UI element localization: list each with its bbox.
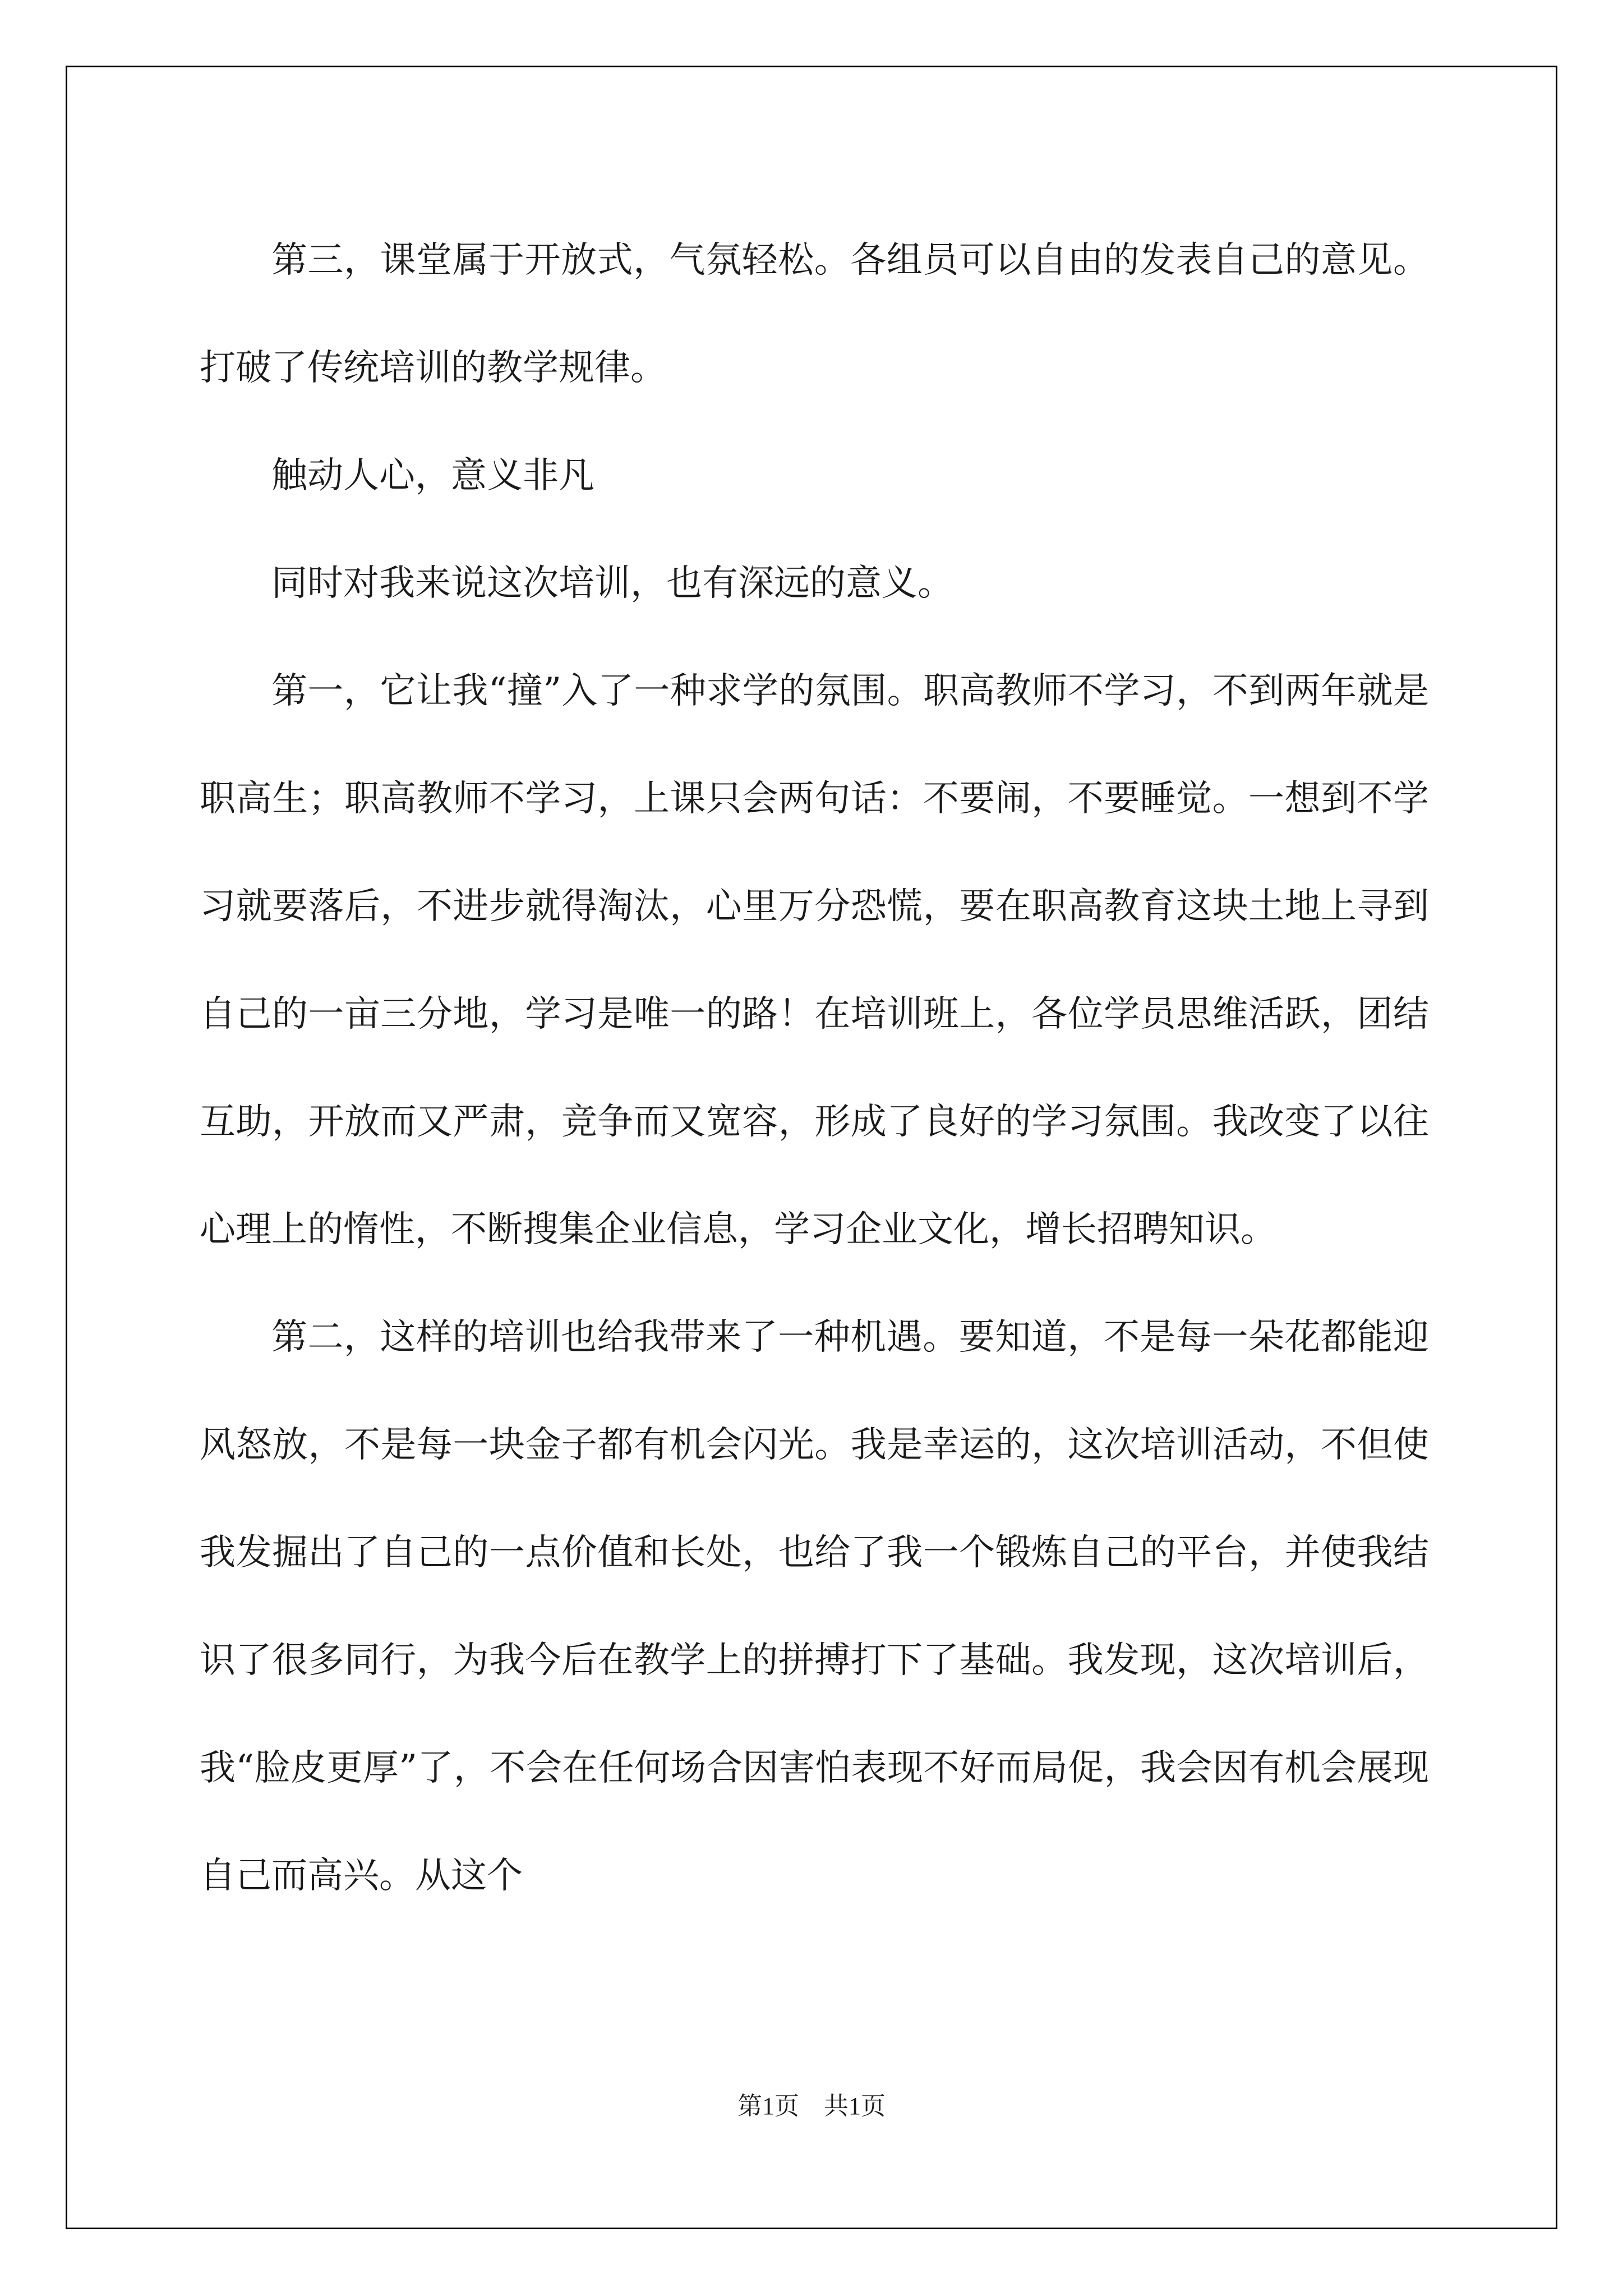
- document-body: [200, 206, 1429, 1930]
- page-number: 第1页: [737, 2092, 799, 2120]
- paragraph: 第一，它让我“撞”入了一种求学的氛围。职高教师不学习，不到两年就是职高生；职高教师不学习，上课只会两句话：不要闹，不要睡觉。一想到不学习就要落后，不进步就得淘汰，心里万分恐慌，要在职高教育这块土地上寻到自己的一亩三分地，学习是唯一的路！在培训班上，各位学员思维活跃，团结互助，开放而又严肃，竞争而又宽容，形成了良好的学习氛围。我改变了以往心理上的惰性，不断搜集企业信息，学习企业文化，增长招聘知识。: [200, 670, 1429, 1250]
- paragraph: 同时对我来说这次培训，也有深远的意义。: [271, 563, 953, 604]
- page-footer: [0, 2086, 1623, 2122]
- section-heading: 触动人心，意义非凡: [271, 455, 594, 496]
- paragraph: 第三，课堂属于开放式，气氛轻松。各组员可以自由的发表自己的意见。打破了传统培训的教学规律。: [200, 240, 1429, 389]
- page-total: 共1页: [824, 2092, 886, 2120]
- paragraph: 第二，这样的培训也给我带来了一种机遇。要知道，不是每一朵花都能迎风怒放，不是每一块金子都有机会闪光。我是幸运的，这次培训活动，不但使我发掘出了自己的一点价值和长处，也给了我一个锻炼自己的平台，并使我结识了很多同行，为我今后在教学上的拼搏打下了基础。我发现，这次培训后，我“脸皮更厚”了，不会在任何场合因害怕表现不好而局促，我会因有机会展现自己而高兴。从这个: [200, 1317, 1429, 1897]
